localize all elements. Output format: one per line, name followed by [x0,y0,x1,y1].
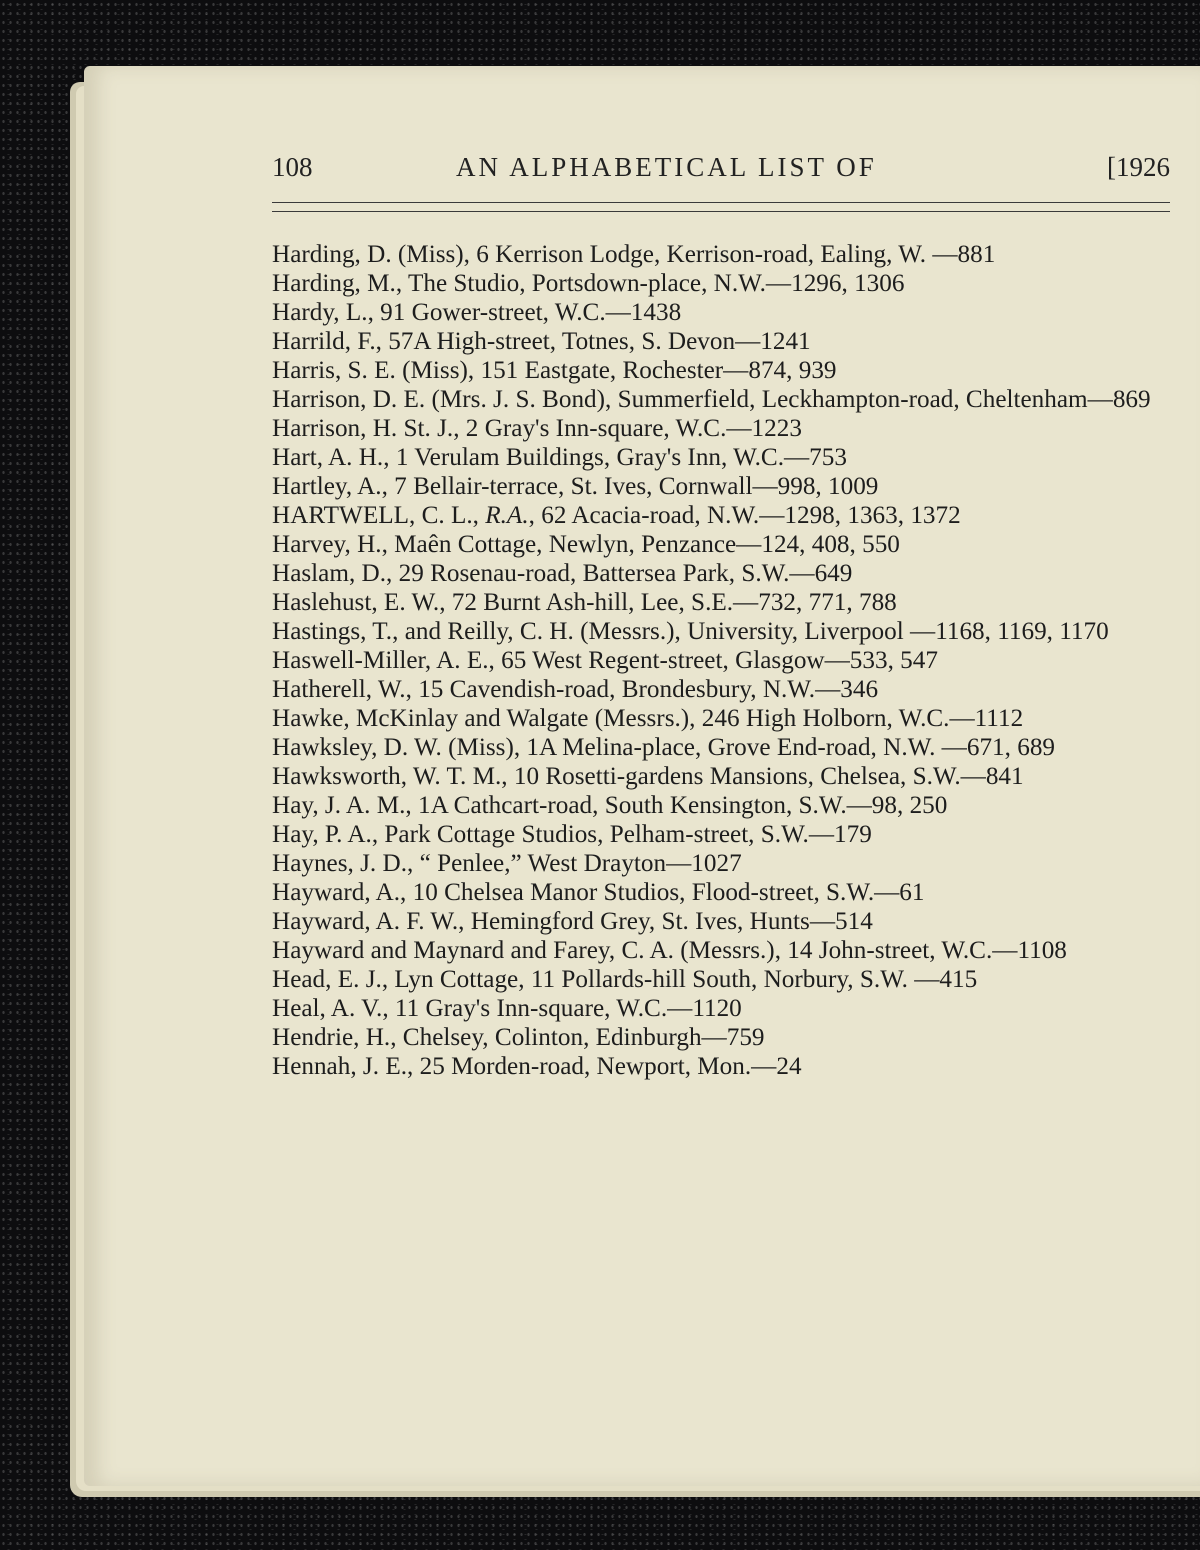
list-item: Hastings, T., and Reilly, C. H. (Messrs.), University, Liverpool —1168, 1169, 1170 [272,618,1109,645]
entry-rank: R.A. [485,502,529,529]
list-item: Head, E. J., Lyn Cottage, 11 Pollards-hill South, Norbury, S.W. —415 [272,966,978,993]
list-item: Hawksworth, W. T. M., 10 Rosetti-gardens Mansions, Chelsea, S.W.—841 [272,763,1024,790]
header-year: [1926 [1107,152,1170,182]
running-head [272,152,1172,192]
list-item [272,501,1174,530]
list-item: Hawksley, D. W. (Miss), 1A Melina-place, Grove End-road, N.W. —671, 689 [272,734,1056,761]
list-item: Hay, J. A. M., 1A Cathcart-road, South Kensington, S.W.—98, 250 [272,792,948,819]
page-header-title: AN ALPHABETICAL LIST OF [456,152,877,182]
list-item: Haslehust, E. W., 72 Burnt Ash-hill, Lee, S.E.—732, 771, 788 [272,589,897,616]
list-item: Harding, M., The Studio, Portsdown-place, N.W.—1296, 1306 [272,270,905,297]
list-item: Heal, A. V., 11 Gray's Inn-square, W.C.—1120 [272,995,742,1022]
list-item: Harrild, F., 57A High-street, Totnes, S. Devon—1241 [272,328,811,355]
list-item: Hay, P. A., Park Cottage Studios, Pelham-street, S.W.—179 [272,821,872,848]
list-item: Hendrie, H., Chelsey, Colinton, Edinburgh—759 [272,1024,765,1051]
list-item: Hennah, J. E., 25 Morden-road, Newport, Mon.—24 [272,1053,802,1080]
entry-name: HARTWELL, C. L., [272,502,486,529]
list-item: Harris, S. E. (Miss), 151 Eastgate, Rochester—874, 939 [272,357,837,384]
list-item: Hardy, L., 91 Gower-street, W.C.—1438 [272,299,682,326]
list-item: Haswell-Miller, A. E., 65 West Regent-street, Glasgow—533, 547 [272,647,938,674]
list-item: Haslam, D., 29 Rosenau-road, Battersea Park, S.W.—649 [272,560,853,587]
list-item: Harding, D. (Miss), 6 Kerrison Lodge, Kerrison-road, Ealing, W. —881 [272,241,996,268]
header-double-rule [272,202,1170,212]
list-item: Hart, A. H., 1 Verulam Buildings, Gray's Inn, W.C.—753 [272,444,847,471]
page-number: 108 [272,152,313,182]
list-item: Harrison, H. St. J., 2 Gray's Inn-square, W.C.—1223 [272,415,802,442]
list-item: Hayward and Maynard and Farey, C. A. (Messrs.), 14 John-street, W.C.—1108 [272,937,1067,964]
list-item: Hatherell, W., 15 Cavendish-road, Brondesbury, N.W.—346 [272,676,879,703]
list-item: Hartley, A., 7 Bellair-terrace, St. Ives, Cornwall—998, 1009 [272,473,879,500]
list-item: Harrison, D. E. (Mrs. J. S. Bond), Summerfield, Leckhampton-road, Cheltenham—869 [272,386,1151,413]
directory-entries [272,240,1174,1081]
list-item: Hayward, A., 10 Chelsea Manor Studios, Flood-street, S.W.—61 [272,879,925,906]
list-item: Haynes, J. D., “ Penlee,” West Drayton—1027 [272,850,742,877]
entry-address: , 62 Acacia-road, N.W.—1298, 1363, 1372 [528,502,961,529]
list-item: Harvey, H., Maên Cottage, Newlyn, Penzance—124, 408, 550 [272,531,900,558]
list-item: Hayward, A. F. W., Hemingford Grey, St. Ives, Hunts—514 [272,908,873,935]
list-item: Hawke, McKinlay and Walgate (Messrs.), 246 High Holborn, W.C.—1112 [272,705,1024,732]
